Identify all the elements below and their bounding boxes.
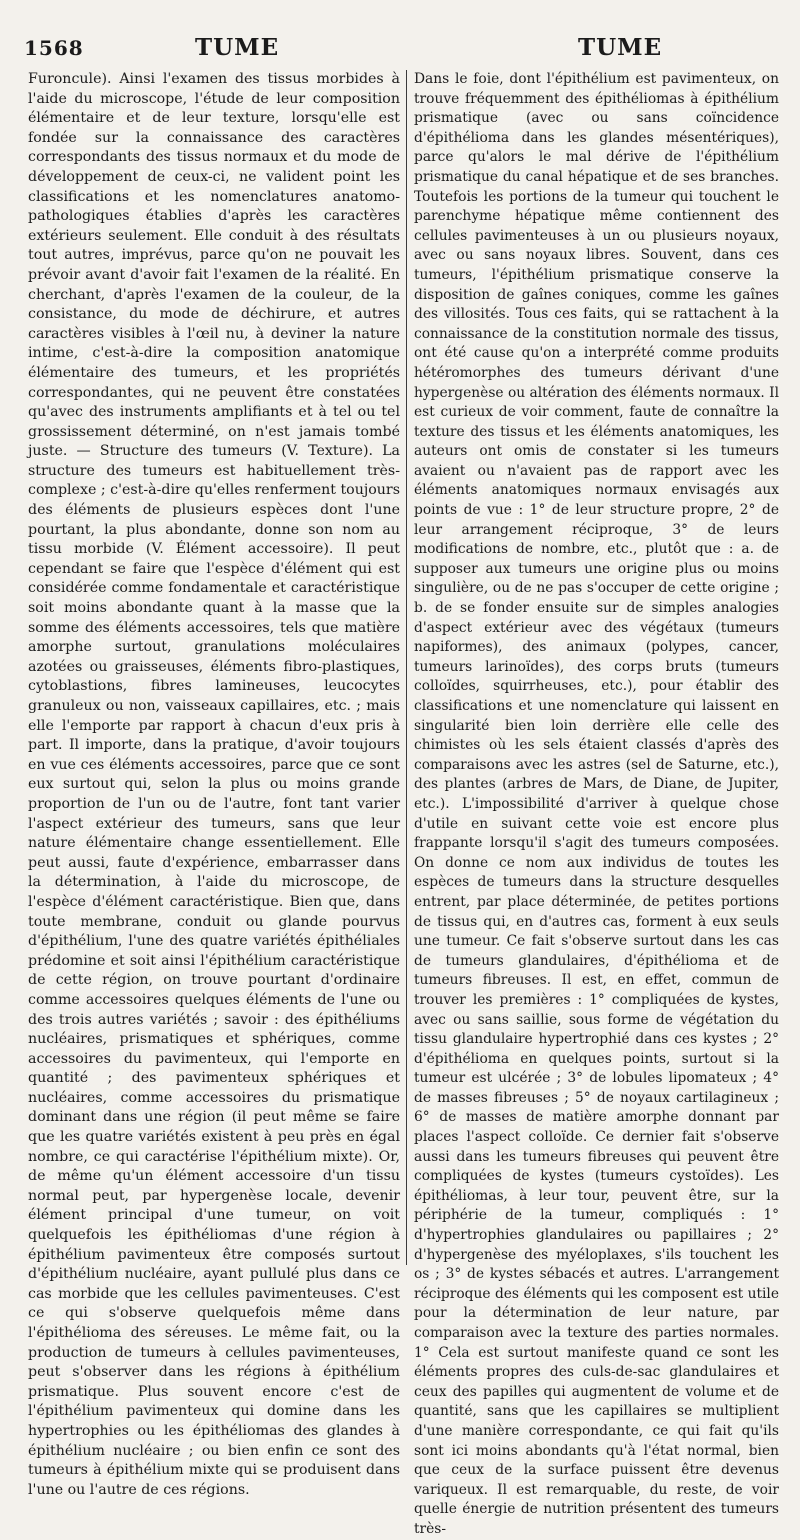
page-header bbox=[0, 34, 800, 64]
left-column-text: Furoncule). Ainsi l'examen des tissus morbides à l'aide du microscope, l'étude de leur composition élémentaire et de leur texture, lorsqu'elle est fondée sur la connaissance des caractères correspondants des tissus normaux et du mode de développement de ceux-ci, ne valident point les classifications et les nomenclatures anatomo-pathologiques établies d'après les caractères extérieurs seulement. Elle conduit à des résultats tout autres, imprévus, parce qu'on ne pouvait les prévoir avant d'avoir fait l'examen de la réalité. En cherchant, d'après l'examen de la couleur, de la consistance, du mode de déchirure, et autres caractères visibles à l'œil nu, à deviner la nature intime, c'est-à-dire la composition anatomique élémentaire des tumeurs, et les propriétés correspondantes, qui ne peuvent être constatées qu'avec des instruments amplifiants et à tel ou tel grossissement déterminé, on n'est jamais tombé juste. — Structure des tumeurs (V. Texture). La structure des tumeurs est habituellement très-complexe ; c'est-à-dire qu'elles renferment toujours des éléments de plusieurs espèces dont l'une pourtant, la plus abondante, donne son nom au tissu morbide (V. Élément accessoire). Il peut cependant se faire que l'espèce d'élément qui est considérée comme fondamentale et caractéristique soit moins abondante quant à la masse que la somme des éléments accessoires, tels que matière amorphe surtout, granulations moléculaires azotées ou graisseuses, éléments fibro-plastiques, cytoblastions, fibres lamineuses, leucocytes granuleux ou non, vaisseaux capillaires, etc. ; mais elle l'emporte par rapport à chacun d'eux pris à part. Il importe, dans la pratique, d'avoir toujours en vue ces éléments accessoires, parce que ce sont eux surtout qui, selon la plus ou moins grande proportion de l'un ou de l'autre, font tant varier l'aspect extérieur des tumeurs, sans que leur nature élémentaire change essentiellement. Elle peut aussi, faute d'expérience, embarrasser dans la détermination, à l'aide du microscope, de l'espèce d'élément caractéristique. Bien que, dans toute membrane, conduit ou glande pourvus d'épithélium, l'une des quatre variétés épithéliales prédomine et soit ainsi l'épithélium caractéristique de cette région, on trouve pourtant d'ordinaire comme accessoires quelques éléments de l'une ou des trois autres variétés ; savoir : des épithéliums nucléaires, prismatiques et sphériques, comme accessoires du pavimenteux, qui l'emporte en quantité ; des pavimenteux sphériques et nucléaires, comme accessoires du prismatique dominant dans une région (il peut même se faire que les quatre variétés existent à peu près en égal nombre, ce qui caractérise l'épithélium mixte). Or, de même qu'un élément accessoire d'un tissu normal peut, par hypergenèse locale, devenir élément principal d'une tumeur, on voit quelquefois les épithéliomas d'une région à épithélium pavimenteux être composés surtout d'épithélium nucléaire, ayant pullulé plus dans ce cas morbide que les cellules pavimenteuses. C'est ce qui s'observe quelquefois même dans l'épithélioma des séreuses. Le même fait, ou la production de tumeurs à cellules pavimenteuses, peut s'observer dans les régions à épithélium prismatique. Plus souvent encore c'est de l'épithélium pavimenteux qui domine dans les hypertrophies ou les épithéliomas des glandes à épithélium nucléaire ; ou bien enfin ce sont des tumeurs à épithélium mixte qui se produisent dans l'une ou l'autre de ces régions. bbox=[28, 71, 400, 1498]
column-divider bbox=[406, 70, 407, 1265]
running-head-left: TUME bbox=[195, 34, 280, 61]
right-column-text: Dans le foie, dont l'épithélium est pavimenteux, on trouve fréquemment des épithéliomas à épithélium prismatique (avec ou sans coïncidence d'épithélioma dans les glandes mésentériques), parce qu'alors le mal dérive de l'épithélium prismatique du canal hépatique et de ses branches. Toutefois les portions de la tumeur qui touchent le parenchyme hépatique même contiennent des cellules pavimenteuses à un ou plusieurs noyaux, avec ou sans noyaux libres. Souvent, dans ces tumeurs, l'épithélium prismatique conserve la disposition de gaînes coniques, comme les gaînes des villosités. Tous ces faits, qui se rattachent à la connaissance de la constitution normale des tissus, ont été cause qu'on a interprété comme produits hétéromorphes des tumeurs dérivant d'une hypergenèse ou altération des éléments normaux. Il est curieux de voir comment, faute de connaître la texture des tissus et les éléments anatomiques, les auteurs ont omis de constater si les tumeurs avaient ou n'avaient pas de rapport avec les éléments anatomiques normaux envisagés aux points de vue : 1° de leur structure propre, 2° de leur arrangement réciproque, 3° de leurs modifications de nombre, etc., plutôt que : a. de supposer aux tumeurs une origine plus ou moins singulière, ou de ne pas s'occuper de cette origine ; b. de se fonder ensuite sur de simples analogies d'aspect extérieur avec des végétaux (tumeurs napiformes), des animaux (polypes, cancer, tumeurs larinoïdes), des corps bruts (tumeurs colloïdes, squirrheuses, etc.), pour établir des classifications et une nomenclature qui laissent en singularité bien loin derrière elle celle des chimistes où les sels étaient classés d'après des comparaisons avec les astres (sel de Saturne, etc.), des plantes (arbres de Mars, de Diane, de Jupiter, etc.). L'impossibilité d'arriver à quelque chose d'utile en suivant cette voie est encore plus frappante lorsqu'il s'agit des tumeurs composées. On donne ce nom aux individus de toutes les espèces de tumeurs dans la structure desquelles entrent, par place déterminée, de petites portions de tissus qui, en d'autres cas, forment à eux seuls une tumeur. Ce fait s'observe surtout dans les cas de tumeurs glandulaires, d'épithélioma et de tumeurs fibreuses. Il est, en effet, commun de trouver les premières : 1° compliquées de kystes, avec ou sans saillie, sous forme de végétation du tissu glandulaire hypertrophié dans ces kystes ; 2° d'épithélioma en quelques points, surtout si la tumeur est ulcérée ; 3° de lobules lipomateux ; 4° de masses fibreuses ; 5° de noyaux cartilagineux ; 6° de masses de matière amorphe donnant par places l'aspect colloïde. Ce dernier fait s'observe aussi dans les tumeurs fibreuses qui peuvent être compliquées de kystes (tumeurs cystoïdes). Les épithéliomas, à leur tour, peuvent être, sur la périphérie de la tumeur, compliqués : 1° d'hypertrophies glandulaires ou papillaires ; 2° d'hypergenèse des myéloplaxes, s'ils touchent les os ; 3° de kystes sébacés et autres. L'arrangement réciproque des éléments qui les composent est utile pour la détermination de leur nature, par comparaison avec la texture des parties normales. 1° Cela est surtout manifeste quand ce sont les éléments propres des culs-de-sac glandulaires et ceux des papilles qui augmentent de volume et de quantité, sans que les capillaires se multiplient d'une manière correspondante, ce qui fait qu'ils sont ici moins abondants qu'à l'état normal, bien que ceux de la surface puissent être devenus variqueux. Il est remarquable, du reste, de voir quelle énergie de nutrition présentent des tumeurs très- bbox=[414, 71, 779, 1537]
left-column bbox=[28, 70, 400, 1498]
page-number: 1568 bbox=[24, 36, 84, 60]
running-head-right: TUME bbox=[578, 34, 663, 61]
right-column bbox=[414, 70, 779, 1537]
